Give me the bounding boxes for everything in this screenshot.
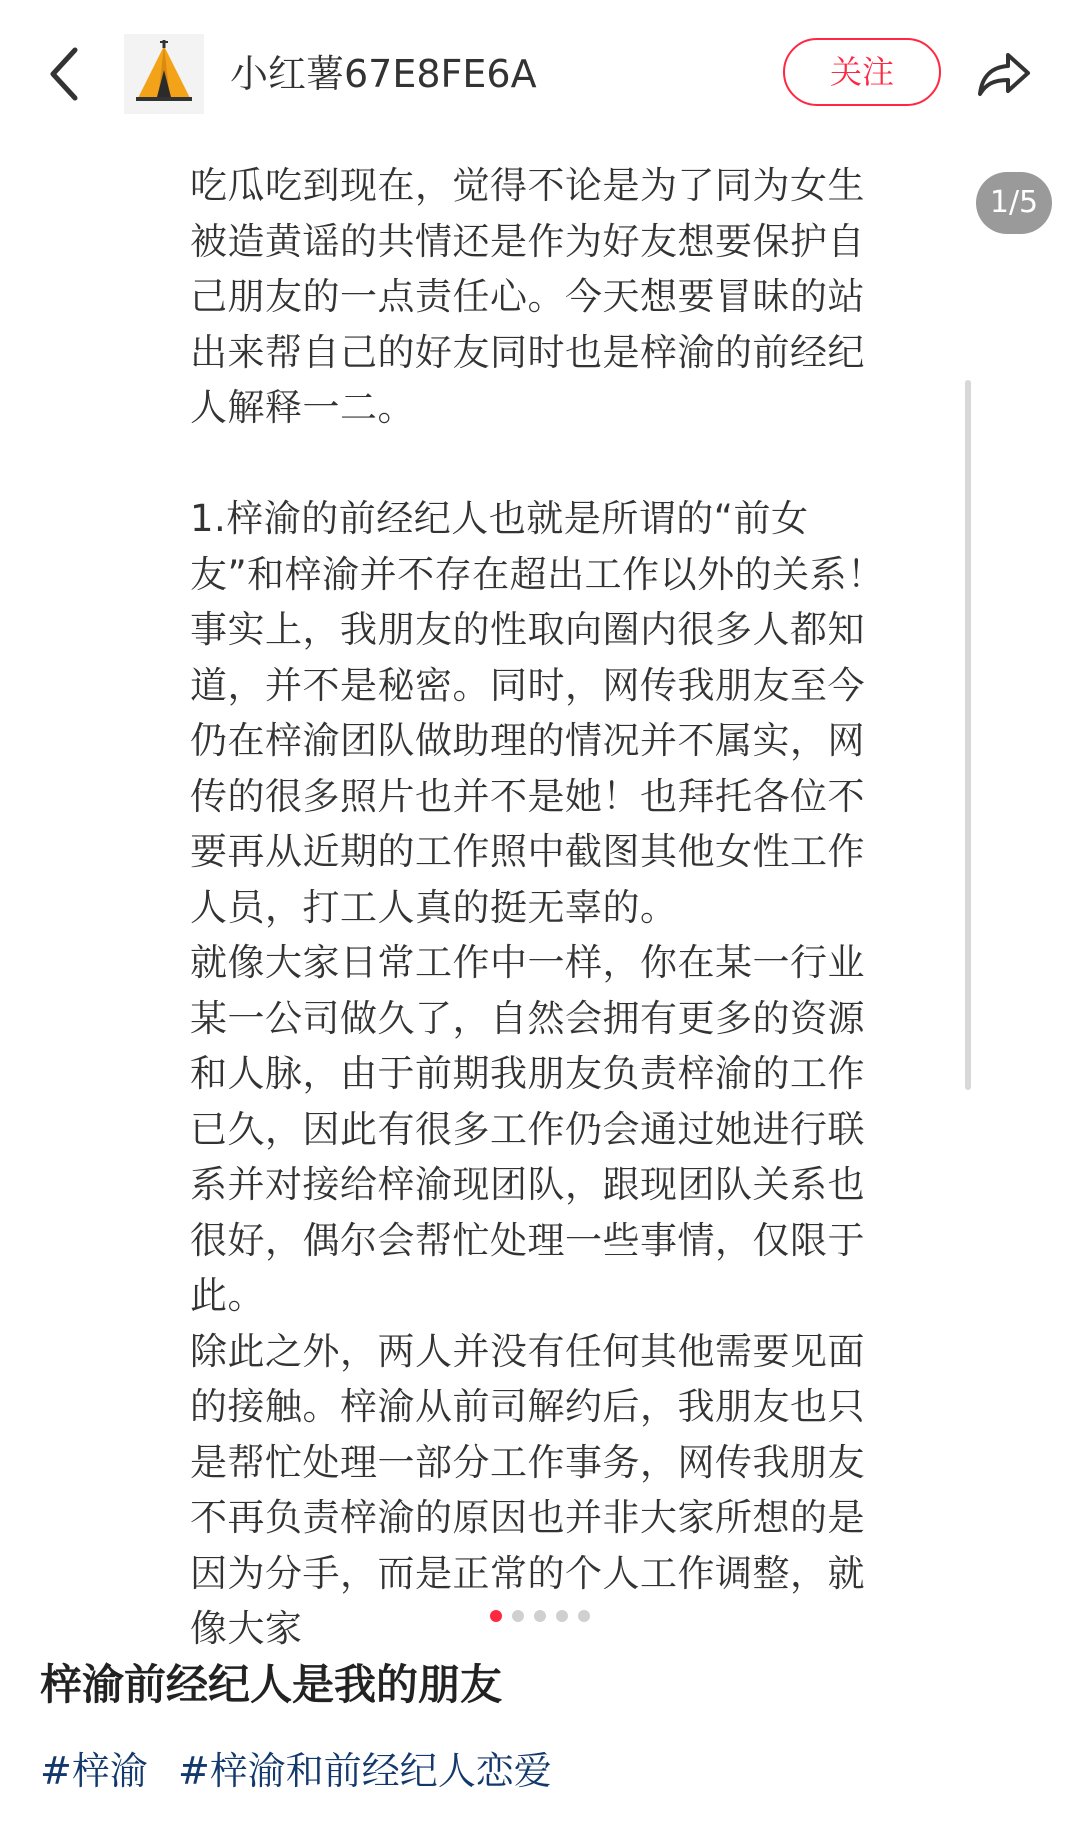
note-body-text — [190, 158, 900, 1657]
tag-link[interactable]: #梓渝 — [40, 1749, 148, 1793]
chevron-left-icon — [47, 45, 81, 103]
post-tags — [40, 1740, 570, 1795]
avatar[interactable] — [124, 34, 204, 114]
carousel-dots — [0, 1610, 1080, 1626]
tag-link[interactable]: #梓渝和前经纪人恋爱 — [177, 1749, 552, 1793]
username[interactable]: 小红薯67E8FE6A — [230, 52, 537, 96]
page-indicator-badge: 1/5 — [976, 172, 1052, 234]
top-navigation-bar — [0, 0, 1080, 150]
carousel-dot-3[interactable] — [534, 1610, 546, 1622]
note-paragraph-1: 吃瓜吃到现在，觉得不论是为了同为女生被造黄谣的共情还是作为好友想要保护自己朋友的一点责任心。今天想要冒昧的站出来帮自己的好友同时也是梓渝的前经纪人解释一二。 — [190, 164, 865, 429]
note-paragraph-spacer — [190, 436, 900, 492]
back-button[interactable] — [38, 40, 90, 108]
carousel-dot-5[interactable] — [578, 1610, 590, 1622]
follow-button[interactable]: 关注 — [783, 38, 941, 106]
carousel-dot-4[interactable] — [556, 1610, 568, 1622]
share-button[interactable] — [970, 40, 1038, 108]
note-paragraph-4: 除此之外，两人并没有任何其他需要见面的接触。梓渝从前司解约后，我朋友也只是帮忙处理一部分工作事务，网传我朋友不再负责梓渝的原因也并非大家所想的是因为分手，而是正常的个人工作调整，就像大家 — [190, 1329, 865, 1650]
carousel-dot-1[interactable] — [490, 1610, 502, 1622]
carousel-dot-2[interactable] — [512, 1610, 524, 1622]
note-paragraph-3: 就像大家日常工作中一样，你在某一行业某一公司做久了，自然会拥有更多的资源和人脉，由于前期我朋友负责梓渝的工作已久，因此有很多工作仍会通过她进行联系并对接给梓渝现团队，跟现团队关系也很好，偶尔会帮忙处理一些事情，仅限于此。 — [190, 941, 865, 1317]
post-title: 梓渝前经纪人是我的朋友 — [40, 1660, 503, 1709]
note-paragraph-2: 1.梓渝的前经纪人也就是所谓的“前女友”和梓渝并不存在超出工作以外的关系！事实上，我朋友的性取向圈内很多人都知道，并不是秘密。同时，网传我朋友至今仍在梓渝团队做助理的情况并不属实，网传的很多照片也并不是她！也拜托各位不要再从近期的工作照中截图其他女性工作人员，打工人真的挺无辜的。 — [190, 497, 885, 929]
tent-avatar-icon — [124, 34, 204, 114]
scrollbar[interactable] — [965, 380, 971, 1090]
share-arrow-icon — [976, 49, 1032, 99]
note-image-viewer[interactable] — [0, 150, 1080, 1650]
